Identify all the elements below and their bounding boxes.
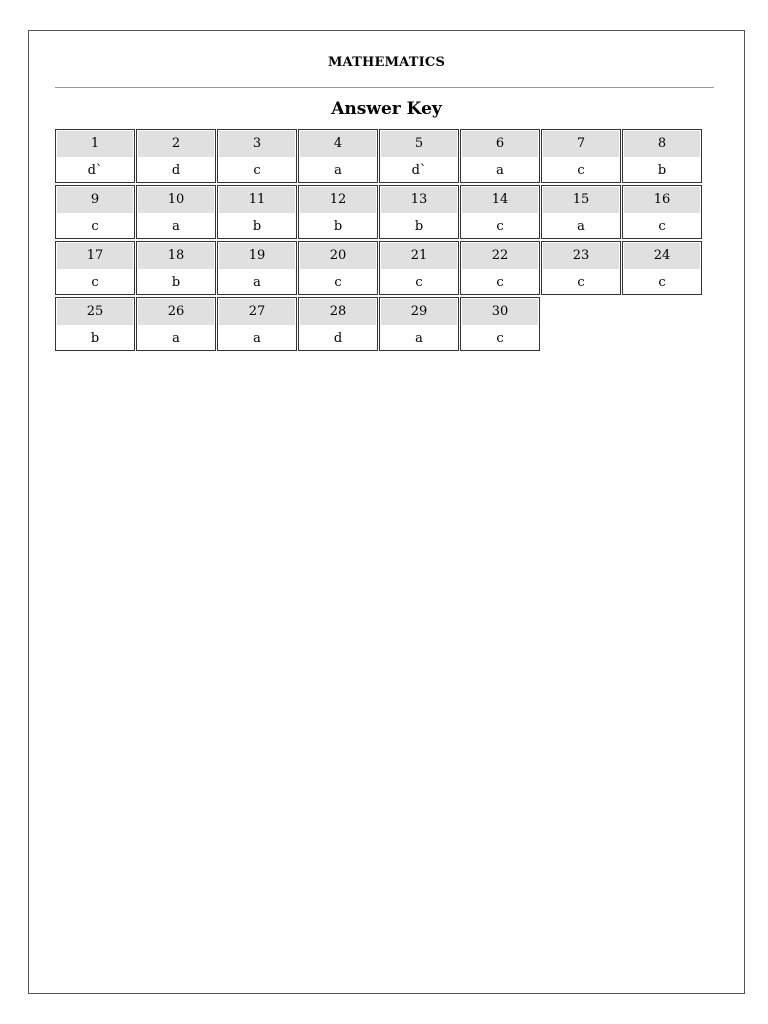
question-number: 7 (543, 131, 619, 157)
answer-value: a (172, 219, 180, 234)
answer-cell (541, 241, 621, 295)
answer-cell (55, 297, 135, 351)
answer-cell (622, 129, 702, 183)
answer-cell (55, 241, 135, 295)
answer-value: c (577, 275, 585, 290)
answer-cell (136, 185, 216, 239)
answer-value: a (253, 275, 261, 290)
question-number: 9 (57, 187, 133, 213)
answer-cell (541, 185, 621, 239)
question-number: 29 (381, 299, 457, 325)
answer-cell (298, 185, 378, 239)
question-number: 16 (624, 187, 700, 213)
answer-cell (55, 129, 135, 183)
answer-cell (379, 297, 459, 351)
question-number: 27 (219, 299, 295, 325)
answer-cell (217, 297, 297, 351)
answer-value: d (171, 163, 181, 178)
answer-cell (379, 129, 459, 183)
answer-value: b (657, 163, 667, 178)
answer-value: a (253, 331, 261, 346)
answer-value: c (496, 331, 504, 346)
answer-cell (55, 185, 135, 239)
question-number: 15 (543, 187, 619, 213)
answer-value: c (496, 275, 504, 290)
answer-value: a (172, 331, 180, 346)
answer-value: b (333, 219, 343, 234)
answer-cell (298, 241, 378, 295)
answer-value: c (334, 275, 342, 290)
answer-cell (136, 297, 216, 351)
answer-cell (379, 185, 459, 239)
question-number: 3 (219, 131, 295, 157)
answer-value: d (333, 331, 343, 346)
question-number: 22 (462, 243, 538, 269)
answer-value: b (90, 331, 100, 346)
question-number: 19 (219, 243, 295, 269)
question-number: 28 (300, 299, 376, 325)
answer-cell (460, 185, 540, 239)
question-number: 17 (57, 243, 133, 269)
answer-value: c (658, 219, 666, 234)
question-number: 24 (624, 243, 700, 269)
question-number: 26 (138, 299, 214, 325)
question-number: 13 (381, 187, 457, 213)
answer-cell (217, 185, 297, 239)
answer-cell (298, 297, 378, 351)
answer-cell (136, 241, 216, 295)
answer-cell (460, 297, 540, 351)
question-number: 14 (462, 187, 538, 213)
answer-value: d` (411, 163, 427, 178)
question-number: 5 (381, 131, 457, 157)
answer-value: a (496, 163, 504, 178)
question-number: 18 (138, 243, 214, 269)
question-number: 23 (543, 243, 619, 269)
answer-cell (460, 129, 540, 183)
answer-value: c (91, 275, 99, 290)
answer-cell (217, 129, 297, 183)
answer-value: c (658, 275, 666, 290)
question-number: 2 (138, 131, 214, 157)
answer-cell (217, 241, 297, 295)
answer-value: a (577, 219, 585, 234)
answer-value: b (414, 219, 424, 234)
answer-cell (541, 129, 621, 183)
question-number: 10 (138, 187, 214, 213)
question-number: 20 (300, 243, 376, 269)
question-number: 6 (462, 131, 538, 157)
answer-value: c (496, 219, 504, 234)
question-number: 12 (300, 187, 376, 213)
question-number: 25 (57, 299, 133, 325)
answer-value: c (415, 275, 423, 290)
answer-value: a (334, 163, 342, 178)
answer-value: b (252, 219, 262, 234)
answer-key-title: Answer Key (331, 99, 442, 119)
answer-cell (379, 241, 459, 295)
answer-cell (460, 241, 540, 295)
answer-value: c (577, 163, 585, 178)
question-number: 1 (57, 131, 133, 157)
answer-value: d` (87, 163, 103, 178)
question-number: 21 (381, 243, 457, 269)
subject-title: MATHEMATICS (327, 55, 446, 70)
answer-value: a (415, 331, 423, 346)
answer-cell (622, 241, 702, 295)
answer-cell (298, 129, 378, 183)
page (28, 30, 745, 994)
answer-cell (622, 185, 702, 239)
answer-value: b (171, 275, 181, 290)
answer-value: c (253, 163, 261, 178)
answer-value: c (91, 219, 99, 234)
header-divider (55, 87, 714, 88)
answer-cell (136, 129, 216, 183)
question-number: 11 (219, 187, 295, 213)
question-number: 8 (624, 131, 700, 157)
question-number: 30 (462, 299, 538, 325)
question-number: 4 (300, 131, 376, 157)
